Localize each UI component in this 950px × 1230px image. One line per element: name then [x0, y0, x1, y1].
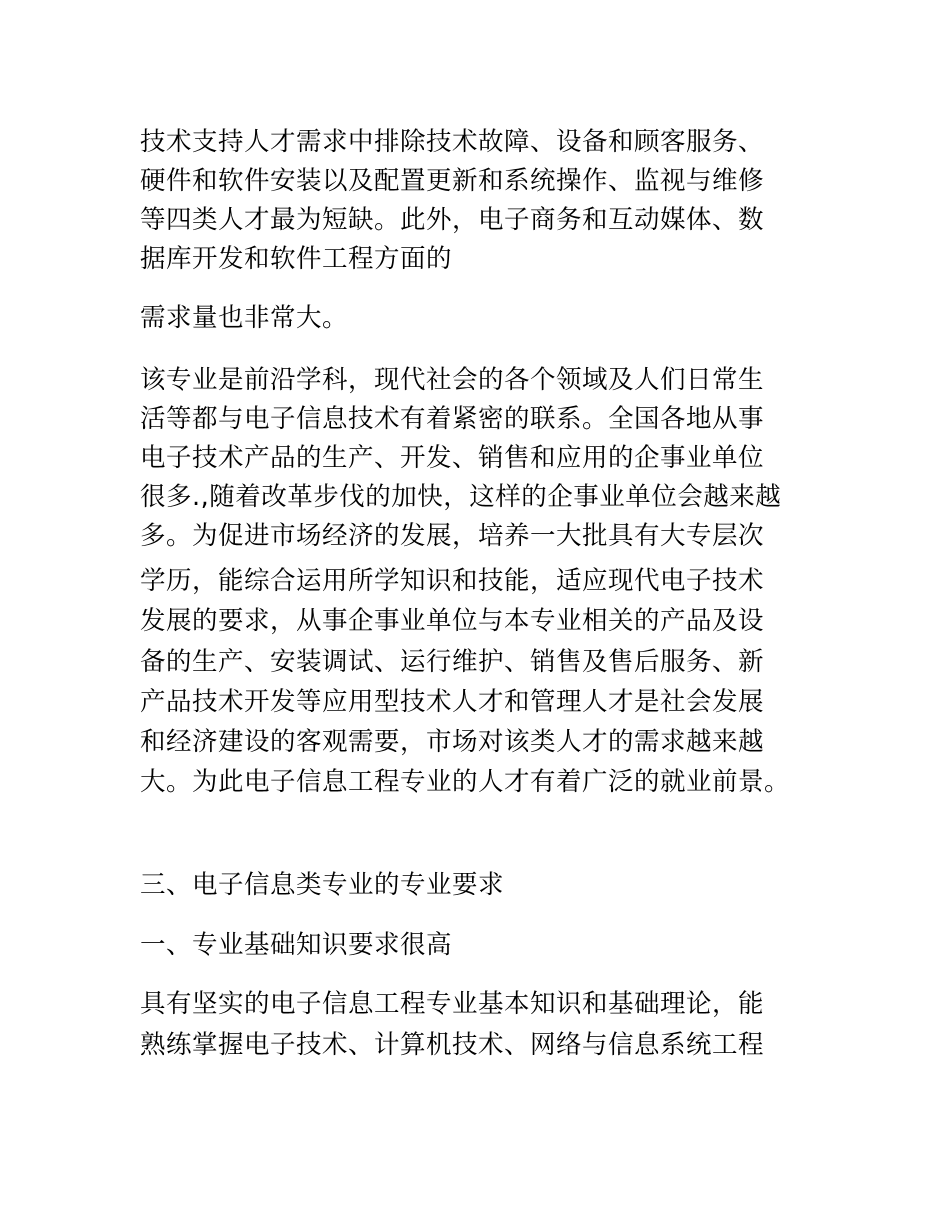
paragraph-line: 大。为此电子信息工程专业的人才有着广泛的就业前景。: [140, 767, 791, 797]
paragraph-line: 该专业是前沿学科，现代社会的各个领域及人们日常生: [140, 365, 765, 395]
paragraph-line: 熟练掌握电子技术、计算机技术、网络与信息系统工程: [140, 1030, 765, 1060]
paragraph-line: 活等都与电子信息技术有着紧密的联系。全国各地从事: [140, 404, 765, 434]
section-heading: 三、电子信息类专业的专业要求: [140, 870, 505, 900]
paragraph-line: 具有坚实的电子信息工程专业基本知识和基础理论，能: [140, 989, 765, 1019]
paragraph-line: 多。为促进市场经济的发展，培养一大批具有大专层次: [140, 521, 765, 551]
paragraph-line: 据库开发和软件工程方面的: [140, 244, 453, 274]
paragraph-line: 备的生产、安装调试、运行维护、销售及售后服务、新: [140, 647, 765, 677]
subsection-heading: 一、专业基础知识要求很高: [140, 930, 453, 960]
paragraph-line: 电子技术产品的生产、开发、销售和应用的企事业单位: [140, 443, 765, 473]
paragraph-line: 和经济建设的客观需要，市场对该类人才的需求越来越: [140, 727, 765, 757]
paragraph-line: 技术支持人才需求中排除技术故障、设备和顾客服务、: [140, 127, 765, 157]
paragraph-line: 需求量也非常大。: [140, 303, 349, 333]
paragraph-line: 产品技术开发等应用型技术人才和管理人才是社会发展: [140, 687, 765, 717]
paragraph-line: 很多.,随着改革步伐的加快，这样的企事业单位会越来越: [140, 482, 782, 512]
paragraph-line: 发展的要求，从事企事业单位与本专业相关的产品及设: [140, 606, 765, 636]
paragraph-line: 学历，能综合运用所学知识和技能，适应现代电子技术: [140, 566, 765, 596]
paragraph-line: 硬件和软件安装以及配置更新和系统操作、监视与维修: [140, 166, 765, 196]
paragraph-line: 等四类人才最为短缺。此外，电子商务和互动媒体、数: [140, 205, 765, 235]
